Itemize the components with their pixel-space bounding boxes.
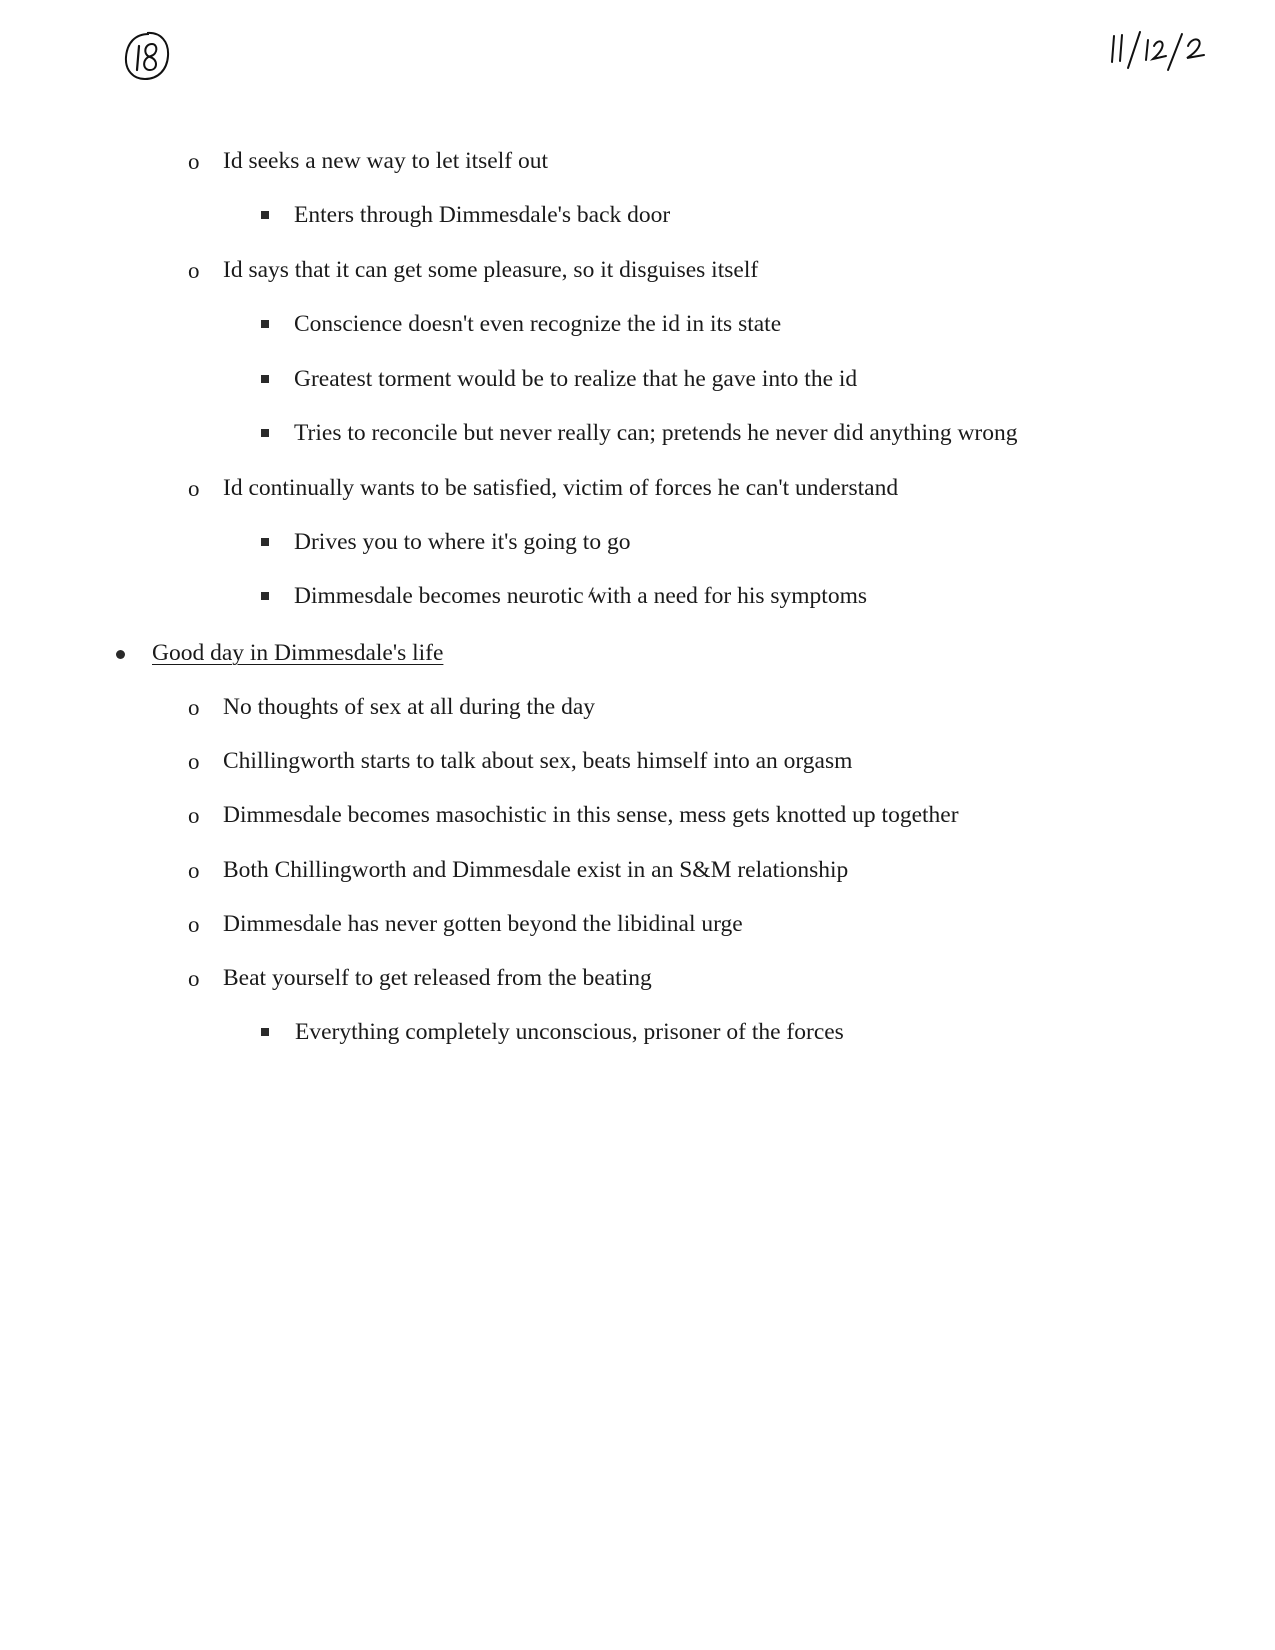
square-bullet-icon — [261, 1028, 269, 1036]
sub-bullet-o: o — [188, 149, 200, 174]
sub-bullet-o: o — [188, 966, 200, 991]
outline-item: Beat yourself to get released from the beating — [223, 965, 652, 991]
square-bullet-icon — [261, 211, 269, 219]
sub-bullet-o: o — [188, 912, 200, 937]
outline-item: Chillingworth starts to talk about sex, beats himself into an orgasm — [223, 748, 853, 774]
outline-item: Dimmesdale becomes neurotic with a need for his symptoms — [294, 583, 868, 609]
outline-item: Tries to reconcile but never really can; pretends he never did anything wrong — [294, 420, 1018, 446]
outline-item: Id continually wants to be satisfied, victim of forces he can't understand — [223, 475, 899, 501]
outline-item: Both Chillingworth and Dimmesdale exist in an S&M relationship — [223, 857, 849, 883]
square-bullet-icon — [261, 375, 269, 383]
page-number-handwritten — [122, 30, 172, 82]
outline-item: Drives you to where it's going to go — [294, 529, 631, 555]
sub-bullet-o: o — [188, 749, 200, 774]
sub-bullet-o: o — [188, 803, 200, 828]
sub-bullet-o: o — [188, 476, 200, 501]
outline-item: No thoughts of sex at all during the day — [223, 694, 596, 720]
outline-item: Greatest torment would be to realize that he gave into the id — [294, 366, 858, 392]
sub-bullet-o: o — [188, 858, 200, 883]
square-bullet-icon — [261, 320, 269, 328]
outline-item: Dimmesdale becomes masochistic in this sense, mess gets knotted up together — [223, 802, 959, 828]
square-bullet-icon — [261, 592, 269, 600]
page-date-handwritten — [1108, 28, 1228, 78]
square-bullet-icon — [261, 538, 269, 546]
outline-item: Id seeks a new way to let itself out — [223, 148, 548, 174]
disc-bullet-icon — [116, 650, 125, 659]
outline-item: Everything completely unconscious, prisoner of the forces — [295, 1019, 844, 1045]
section-heading: Good day in Dimmesdale's life — [152, 640, 444, 666]
sub-bullet-o: o — [188, 695, 200, 720]
square-bullet-icon — [261, 429, 269, 437]
outline-item: Id says that it can get some pleasure, so it disguises itself — [223, 257, 759, 283]
sub-bullet-o: o — [188, 258, 200, 283]
outline-item: Dimmesdale has never gotten beyond the libidinal urge — [223, 911, 743, 937]
outline-item: Conscience doesn't even recognize the id in its state — [294, 311, 782, 337]
outline-item: Enters through Dimmesdale's back door — [294, 202, 671, 228]
